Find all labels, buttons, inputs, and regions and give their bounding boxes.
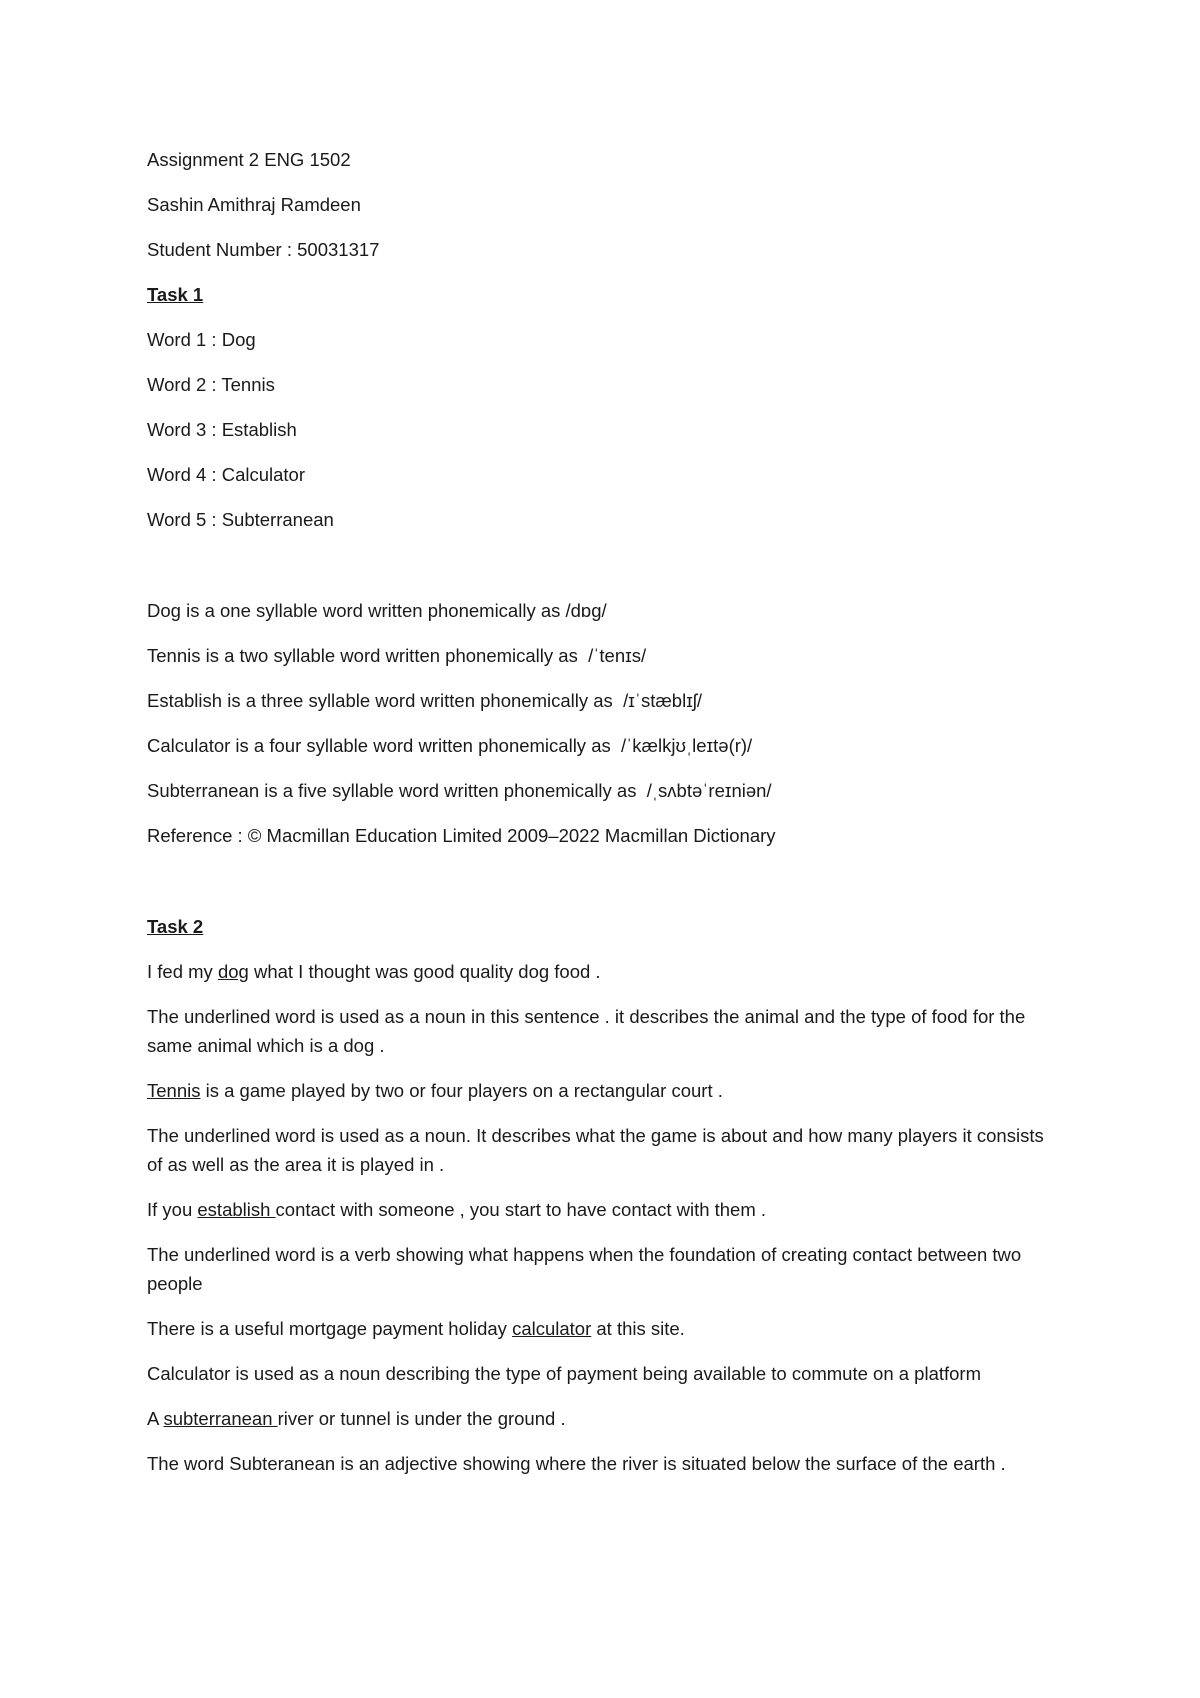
explanation-dog: The underlined word is used as a noun in this sentence . it describes the animal and the type of food for the same animal which is a dog . (147, 1006, 1026, 1056)
word-1: Word 1 : Dog (147, 329, 256, 350)
explanation-establish: The underlined word is a verb showing what happens when the foundation of creating contact between two people (147, 1244, 1022, 1294)
word-2: Word 2 : Tennis (147, 374, 275, 395)
phonemic-calculator: Calculator is a four syllable word written phonemically as /ˈkælkjʊˌleɪtə(r)/ (147, 735, 753, 756)
word-5: Word 5 : Subterranean (147, 509, 334, 530)
phonemic-dog: Dog is a one syllable word written phonemically as /dɒg/ (147, 600, 607, 621)
reference: Reference : © Macmillan Education Limited 2009–2022 Macmillan Dictionary (147, 825, 776, 846)
sentence-establish: If you establish contact with someone , you start to have contact with them . (147, 1199, 767, 1220)
sentence-calculator: There is a useful mortgage payment holiday calculator at this site. (147, 1318, 685, 1339)
document-page (147, 145, 1057, 1494)
underlined-word-dog: dog (217, 961, 249, 982)
phonemic-tennis: Tennis is a two syllable word written phonemically as /ˈtenɪs/ (147, 645, 647, 666)
underlined-word-subterranean: subterranean (163, 1408, 278, 1429)
explanation-calculator: Calculator is used as a noun describing the type of payment being available to commute on a platform (147, 1363, 982, 1384)
explanation-subterranean: The word Subteranean is an adjective showing where the river is situated below the surface of the earth . (147, 1453, 1006, 1474)
task2-heading: Task 2 (147, 916, 204, 937)
phonemic-establish: Establish is a three syllable word written phonemically as /ɪˈstæblɪʃ/ (147, 690, 703, 711)
assignment-title: Assignment 2 ENG 1502 (147, 149, 351, 170)
spacer (147, 866, 1057, 912)
sentence-tennis: Tennis is a game played by two or four players on a rectangular court . (147, 1080, 723, 1101)
student-name: Sashin Amithraj Ramdeen (147, 194, 361, 215)
explanation-tennis: The underlined word is used as a noun. It describes what the game is about and how many players it consists of as well as the area it is played in . (147, 1125, 1044, 1175)
sentence-dog: I fed my dog what I thought was good quality dog food . (147, 961, 601, 982)
underlined-word-tennis: Tennis (147, 1080, 201, 1101)
underlined-word-establish: establish (197, 1199, 276, 1220)
phonemic-subterranean: Subterranean is a five syllable word written phonemically as /ˌsʌbtəˈreɪniən/ (147, 780, 772, 801)
spacer (147, 550, 1057, 596)
word-4: Word 4 : Calculator (147, 464, 305, 485)
task1-heading: Task 1 (147, 284, 204, 305)
word-3: Word 3 : Establish (147, 419, 297, 440)
student-number: Student Number : 50031317 (147, 239, 380, 260)
underlined-word-calculator: calculator (512, 1318, 592, 1339)
sentence-subterranean: A subterranean river or tunnel is under the ground . (147, 1408, 566, 1429)
